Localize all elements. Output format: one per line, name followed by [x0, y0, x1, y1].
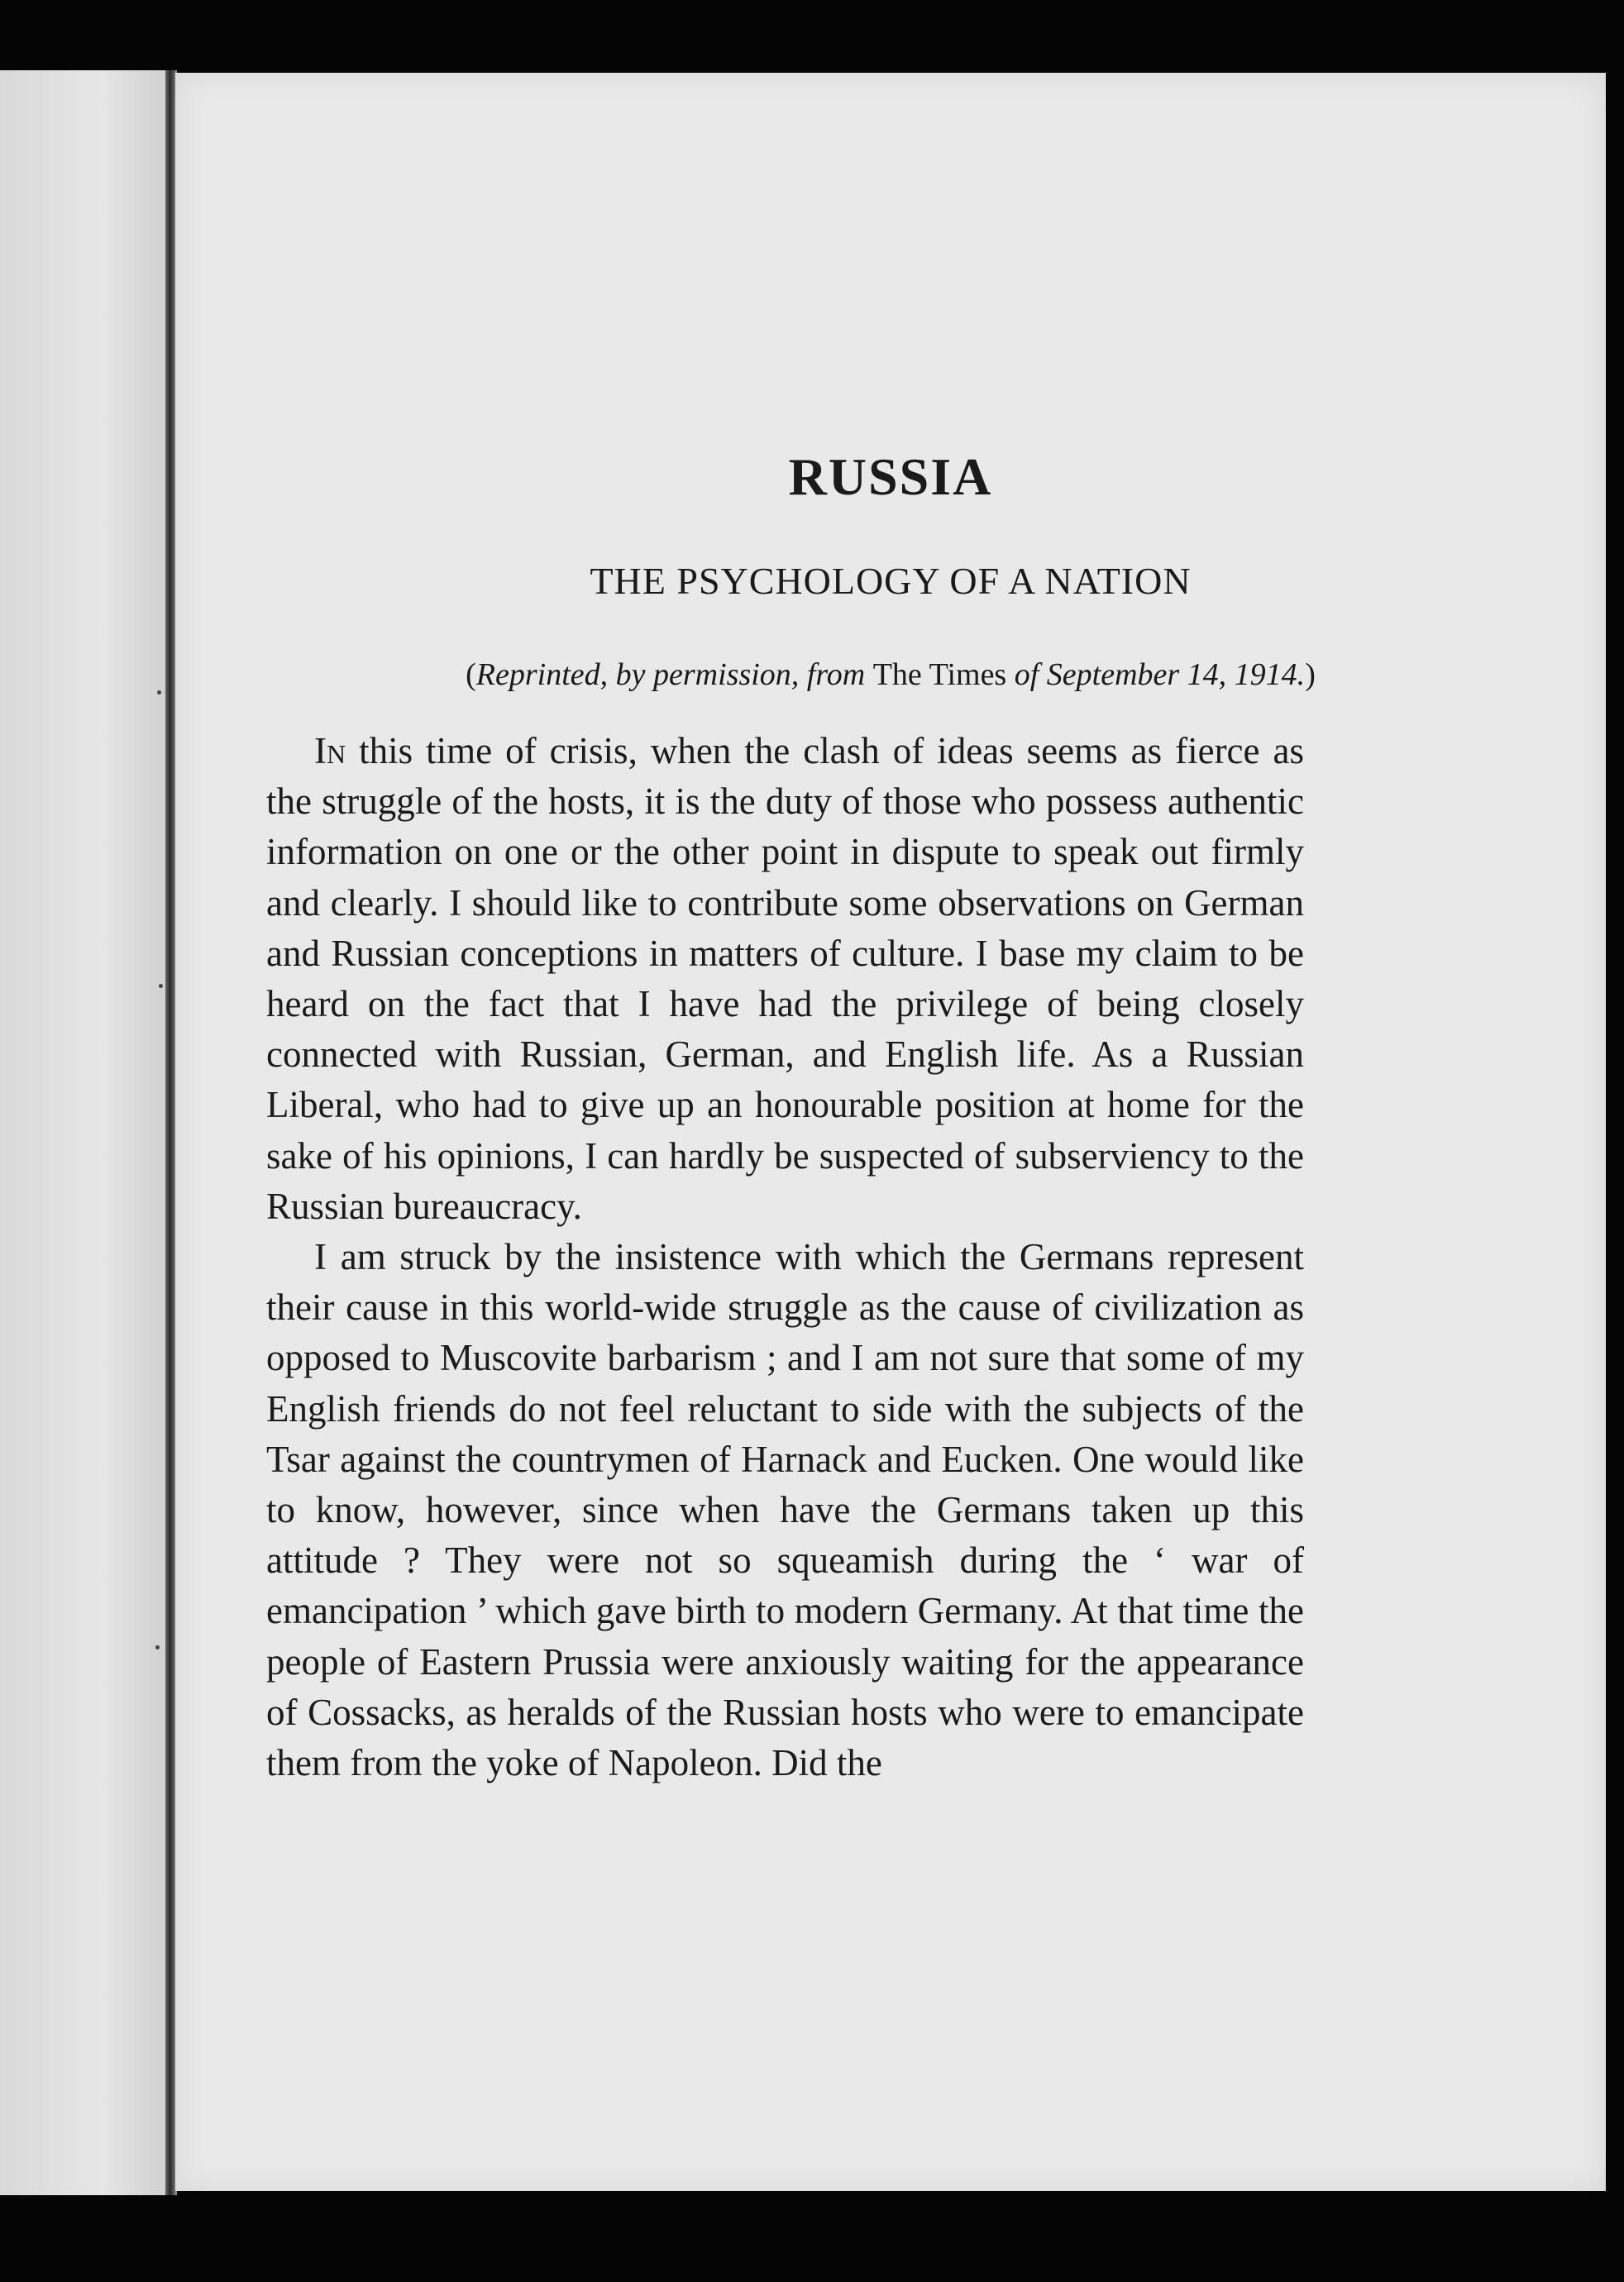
paragraph-text: this time of crisis, when the clash of ideas seems as fierce as the struggle of the hosts, it is the duty of those who possess authentic information on one or the other point in dispute to speak out firmly and clearly. I should like to contribute some observations on German and Russian conceptions in matters of culture. I base my claim to be heard on the fact that I have had the privilege of being closely connected with Russian, German, and English life. As a Russian Liberal, who had to give up an honourable position at home for the sake of his opinions, I can hardly be suspected of subserviency to the Russian bureaucracy. [266, 730, 1304, 1227]
paragraph-text: I am struck by the insistence with which the Germans represent their cause in this world-wide struggle as the cause of civilization as opposed to Muscovite barbarism ; and I am not sure that some of my English friends do not feel reluctant to side with the subjects of the Tsar against the countrymen of Harnack and Eucken. One would like to know, however, since when have the Germans taken up this attitude ? They were not so squeamish during the ‘ war of emancipation ’ which gave birth to modern Germany. At that time the people of Eastern Prussia were anxiously waiting for the appearance of Cossacks, as heralds of the Russian hosts who were to emancipate them from the yoke of Napoleon. Did the [266, 1236, 1304, 1784]
reprint-open-paren: ( [466, 657, 476, 692]
reprint-close-paren: ) [1305, 657, 1316, 692]
reprint-tail: of September 14, 1914. [1006, 657, 1306, 692]
reprint-note [175, 656, 1606, 693]
paragraph [266, 1232, 1304, 1788]
paragraph [266, 726, 1304, 1232]
page-title: RUSSIA [788, 447, 993, 506]
page [175, 73, 1606, 2191]
scan-speck [157, 690, 161, 695]
scan-speck [159, 984, 163, 988]
scan-speck [155, 1645, 160, 1649]
paragraph-opening-word: In [314, 730, 346, 771]
body-text [266, 726, 1304, 1788]
facing-page-edge [0, 70, 170, 2195]
reprint-lead: Reprinted, by permission, from [475, 657, 873, 692]
reprint-source: The Times [872, 657, 1007, 692]
page-subtitle: THE PSYCHOLOGY OF A NATION [590, 560, 1192, 602]
